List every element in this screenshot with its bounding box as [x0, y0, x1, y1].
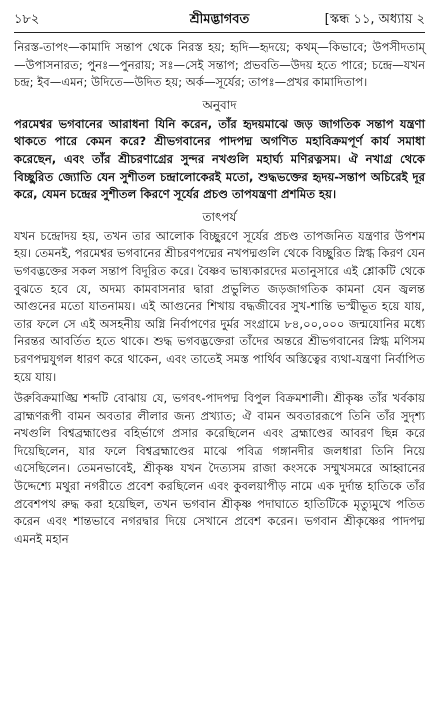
purport-heading: তাৎপর্য [202, 209, 237, 224]
purport-paragraph-2: উরুবিক্রমাঙ্ঘ্রি শব্দটি বোঝায় যে, ভগবৎ-পাদপদ্ম বিপুল বিক্রমশালী। শ্রীকৃষ্ণ তাঁর খর্বকায় ব্রাহ্মণরূপী বামন অবতার লীলার জন্য প্রখ্যাত; ঐ বামন অবতাররূপে তিনি তাঁর সুদৃশ্য নখগুলি বিশ্বব্রহ্মাণ্ডের বহির্ভাগে প্রসার করেছিলেন এবং ব্রহ্মাণ্ডের আবরণ ছিন্ন করে দিয়েছিলেন, যার ফলে বিশ্বব্রহ্মাণ্ডের মাঝে পবিত্র গঙ্গানদীর জলধারা তিনি নিয়ে এসেছিলেন। তেমনভাবেই, শ্রীকৃষ্ণ যখন দৈত্যসম রাজা কংসকে সম্মুখসমরে আহ্বানের উদ্দেশ্যে মথুরা নগরীতে প্রবেশ করছিলেন এবং কুবলয়াপীড় নামে এক দুর্দান্ত হাতিকে তাঁর প্রবেশপথ রুদ্ধ করা হয়েছিল, তখন ভগবান শ্রীকৃষ্ণ পদাঘাতে হাতিটিকে মৃত্যুমুখে পতিত করেন এবং শান্তভাবে নগরদ্বার দিয়ে সেখানে প্রবেশ করেন। ভগবান শ্রীকৃষ্ণের পাদপদ্ম এমনই মহান [14, 391, 425, 546]
page-header [14, 8, 425, 30]
purport-paragraph-1: যখন চন্দ্রোদয় হয়, তখন তার আলোক বিচ্ছুরণে সূর্যের প্রচণ্ড তাপজনিত যন্ত্রণার উপশম হয়। তেমনই, পরমেশ্বর ভগবানের শ্রীচরণপদ্মের নখপদ্মগুলি থেকে বিচ্ছুরিত স্নিগ্ধ কিরণ যেন ভগবদ্ভক্তের সকল সন্তাপ বিদূরিত করে। বৈষ্ণব ভাষ্যকারদের মতানুসারে এই শ্লোকটি থেকে বুঝতে হবে যে, অদম্য কামবাসনার দ্বারা প্রভুলিত জড়জাগতিক কামনা যেন জ্বলন্ত আগুনের মতো যাতনাময়। এই আগুনের শিখায় বদ্ধজীবের সুখ-শান্তি ভস্মীভূত হয়ে যায়, তার ফলে সে এই অসহনীয় অগ্নি নির্বাপণের দুর্মর সংগ্রামে ৮৪,০০,০০০ জন্মযোনির মধ্যে নিরন্তর আবর্তিত হতে থাকে। শুদ্ধ ভগবদ্ভক্তেরা তাঁদের অন্তরে শ্রীভগবানের স্নিগ্ধ মণিসম চরণপদ্মযুগল ধারণ করে থাকেন, এবং তাতেই সমস্ত পার্থিব অস্তিত্বের ব্যথা-যন্ত্রণা নির্বাপিত হয়ে যায়। [14, 228, 425, 384]
book-title: শ্রীমদ্ভাগবত [189, 12, 250, 27]
synonyms-paragraph: নিরস্ত-তাপং—কামাদি সন্তাপ থেকে নিরস্ত হয়; হৃদি—হৃদয়ে; কথম্—কিভাবে; উপসীদতাম্—উপাসনারত; পুনঃ—পুনরায়; সঃ—সেই সন্তাপ; প্রভবতি—উদয় হতে পারে; চন্দ্রে—যখন চন্দ্র; ইব—এমন; উদিতে—উদিত হয়; অর্ক—সূর্যের; তাপঃ—প্রখর কামাদিতাপ। [14, 40, 425, 90]
translation-paragraph: পরমেশ্বর ভগবানের আরাধনা যিনি করেন, তাঁর হৃদয়মাঝে জড় জাগতিক সন্তাপ যন্ত্রণা থাকতে পারে কেমন করে? শ্রীভগবানের পাদপদ্ম অগণিত মহাবিক্রমপূর্ণ কার্য সমাধা করেছেন, এবং তাঁর শ্রীচরণাগ্রের সুন্দর নখগুলি মহার্ঘ্য মণিরত্নসম। ঐ নখাগ্র থেকে বিচ্ছুরিত জ্যোতি যেন সুশীতল চন্দ্রালোকেরই মতো, শুদ্ধভক্তের হৃদয়-সন্তাপ অচিরেই দূর করে, যেমন চন্দ্রের সুশীতল কিরণে সূর্যের প্রচণ্ড তাপযন্ত্রণা প্রশমিত হয়। [14, 116, 425, 202]
header-rule [14, 32, 425, 33]
chapter-reference: [স্কন্ধ ১১, অধ্যায় ২ [324, 12, 425, 27]
translation-heading: অনুবাদ [202, 97, 237, 112]
page-number: ১৮২ [14, 12, 40, 27]
